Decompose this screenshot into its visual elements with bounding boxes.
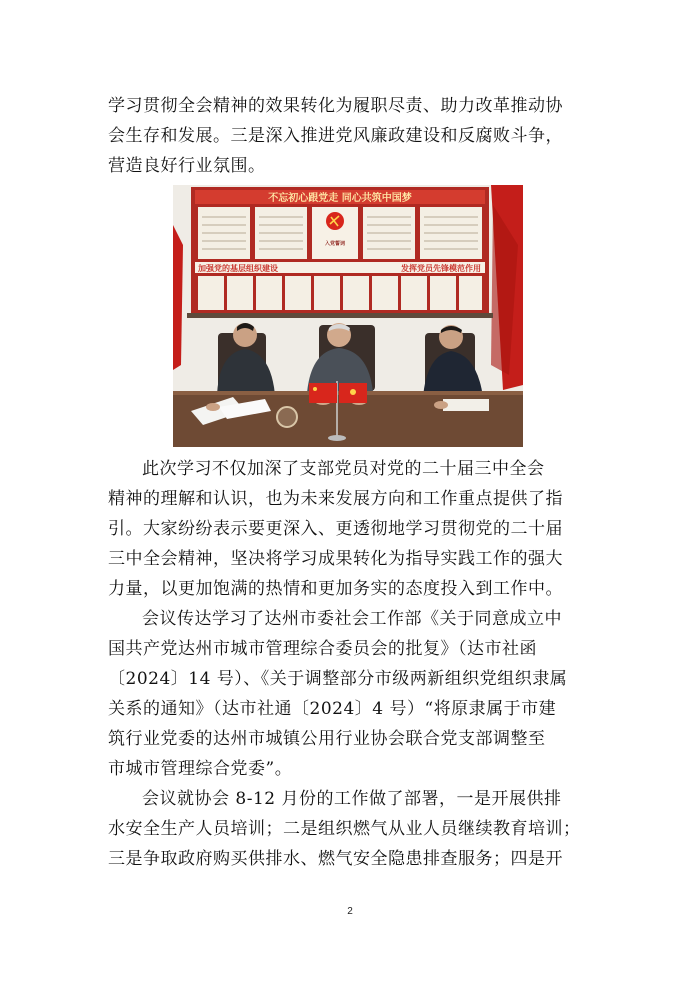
text-line: 三是争取政府购买供排水、燃气安全隐患排查服务；四是开: [108, 849, 563, 869]
text-line: 〔2024〕14 号）、《关于调整部分市级两新组织党组织隶属: [108, 669, 568, 689]
text-line: 会议就协会 8-12 月份的工作做了部署，一是开展供排: [142, 789, 562, 809]
text-line: 力量，以更加饱满的热情和更加务实的态度投入到工作中。: [108, 579, 563, 599]
text-line: 学习贯彻全会精神的效果转化为履职尽责、助力改革推动协: [108, 96, 563, 116]
text-line: 关系的通知》（达市社通〔2024〕4 号）“将原隶属于市建: [108, 699, 557, 719]
paragraph-meeting-notice: [108, 604, 588, 784]
text-line: 国共产党达州市城市管理综合委员会的批复》（达市社函: [108, 639, 537, 659]
board-center-text: 入党誓词: [324, 241, 346, 247]
paragraph-work-plan: [108, 784, 588, 874]
text-line: 此次学习不仅加深了支部党员对党的二十届三中全会: [142, 459, 545, 479]
page-number: 2: [347, 906, 353, 917]
top-paragraph: [108, 91, 588, 181]
text-line: 市城市管理综合党委”。: [108, 759, 293, 779]
text-line: 营造良好行业氛围。: [108, 156, 266, 176]
paragraph-study-outcome: [108, 454, 588, 604]
text-line: 引。大家纷纷表示要更深入、更透彻地学习贯彻党的二十届: [108, 519, 563, 539]
text-line: 会生存和发展。三是深入推进党风廉政建设和反腐败斗争，: [108, 126, 563, 146]
text-line: 精神的理解和认识，也为未来发展方向和工作重点提供了指: [108, 489, 563, 509]
banner-bottom-left: 加强党的基层组织建设: [198, 264, 278, 273]
banner-top-text: 不忘初心跟党走 同心共筑中国梦: [268, 193, 412, 204]
banner-bottom-right: 发挥党员先锋模范作用: [401, 264, 481, 273]
text-line: 水安全生产人员培训；二是组织燃气从业人员继续教育培训；: [108, 819, 581, 839]
text-line: 会议传达学习了达州市委社会工作部《关于同意成立中: [142, 609, 562, 629]
text-line: 三中全会精神，坚决将学习成果转化为指导实践工作的强大: [108, 549, 563, 569]
text-line: 筑行业党委的达州市城镇公用行业协会联合党支部调整至: [108, 729, 546, 749]
meeting-photo: [173, 185, 523, 447]
